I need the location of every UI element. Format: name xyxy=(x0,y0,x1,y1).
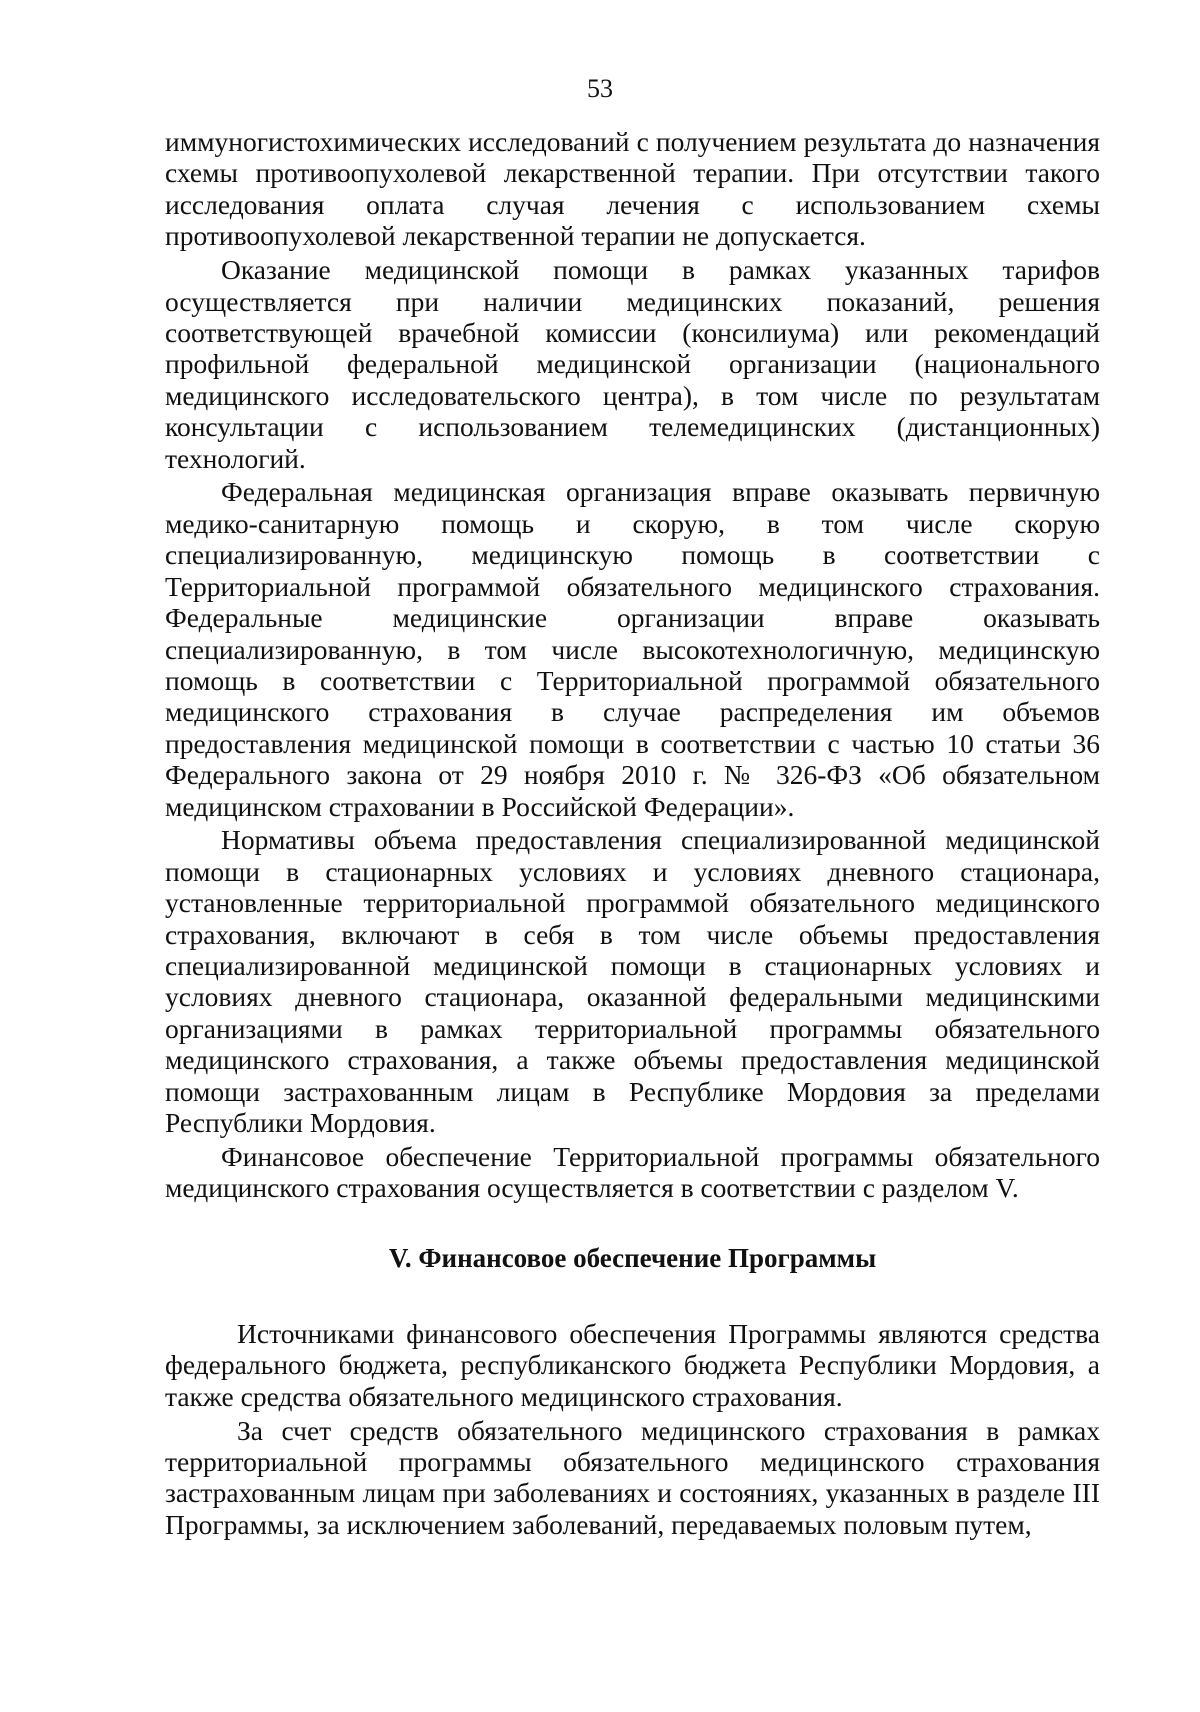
paragraph-oms-funds: За счет средств обязательного медицинского страхования в рамках территориальной программы обязательного медицинского страхования застрахованным лицам при заболеваниях и состояниях, указанных в разделе III Программы, за исключением заболеваний, передаваемых половым путем, xyxy=(165,1414,1100,1540)
section-heading: V. Финансовое обеспечение Программы xyxy=(388,1242,877,1273)
page-number: 53 xyxy=(587,74,613,103)
paragraph-volume-norms: Нормативы объема предоставления специализированной медицинской помощи в стационарных условиях и условиях дневного стационара, установленные территориальной программой обязательного медицинского страхования, включают в себя в том числе объемы предоставления специализированной медицинской помощи в стационарных условиях и условиях дневного стационара, оказанной федеральными медицинскими организациями в рамках территориальной программы обязательного медицинского страхования, а также объемы предоставления медицинской помощи застрахованным лицам в Республике Мордовия за пределами Республики Мордовия. xyxy=(165,824,1100,1139)
paragraph-financial-provision: Финансовое обеспечение Территориальной программы обязательного медицинского страхования осуществляется в соответствии с разделом V. xyxy=(165,1141,1100,1204)
document-body xyxy=(165,126,1100,1543)
paragraph-federal-organization: Федеральная медицинская организация вправе оказывать первичную медико-санитарную помощь и скорую, в том числе скорую специализированную, медицинскую помощь в соответствии с Территориальной программой обязательного медицинского страхования. Федеральные медицинские организации вправе оказывать специализированную, в том числе высокотехнологичную, медицинскую помощь в соответствии с Территориальной программой обязательного медицинского страхования в случае распределения им объемов предоставления медицинской помощи в соответствии с частью 10 статьи 36 Федерального закона от 29 ноября 2010 г. № 326-ФЗ «Об обязательном медицинском страховании в Российской Федерации». xyxy=(165,476,1100,822)
paragraph-medical-care-tariffs: Оказание медицинской помощи в рамках указанных тарифов осуществляется при наличии медицинских показаний, решения соответствующей врачебной комиссии (консилиума) или рекомендаций профильной федеральной медицинской организации (национального медицинского исследовательского центра), в том числе по результатам консультации с использованием телемедицинских (дистанционных) технологий. xyxy=(165,254,1100,474)
paragraph-funding-sources: Источниками финансового обеспечения Программы являются средства федерального бюджета, республиканского бюджета Республики Мордовия, а также средства обязательного медицинского страхования. xyxy=(165,1317,1100,1412)
paragraph-continuation: иммуногистохимических исследований с получением результата до назначения схемы противоопухолевой лекарственной терапии. При отсутствии такого исследования оплата случая лечения с использованием схемы противоопухолевой лекарственной терапии не допускается. xyxy=(165,126,1100,252)
